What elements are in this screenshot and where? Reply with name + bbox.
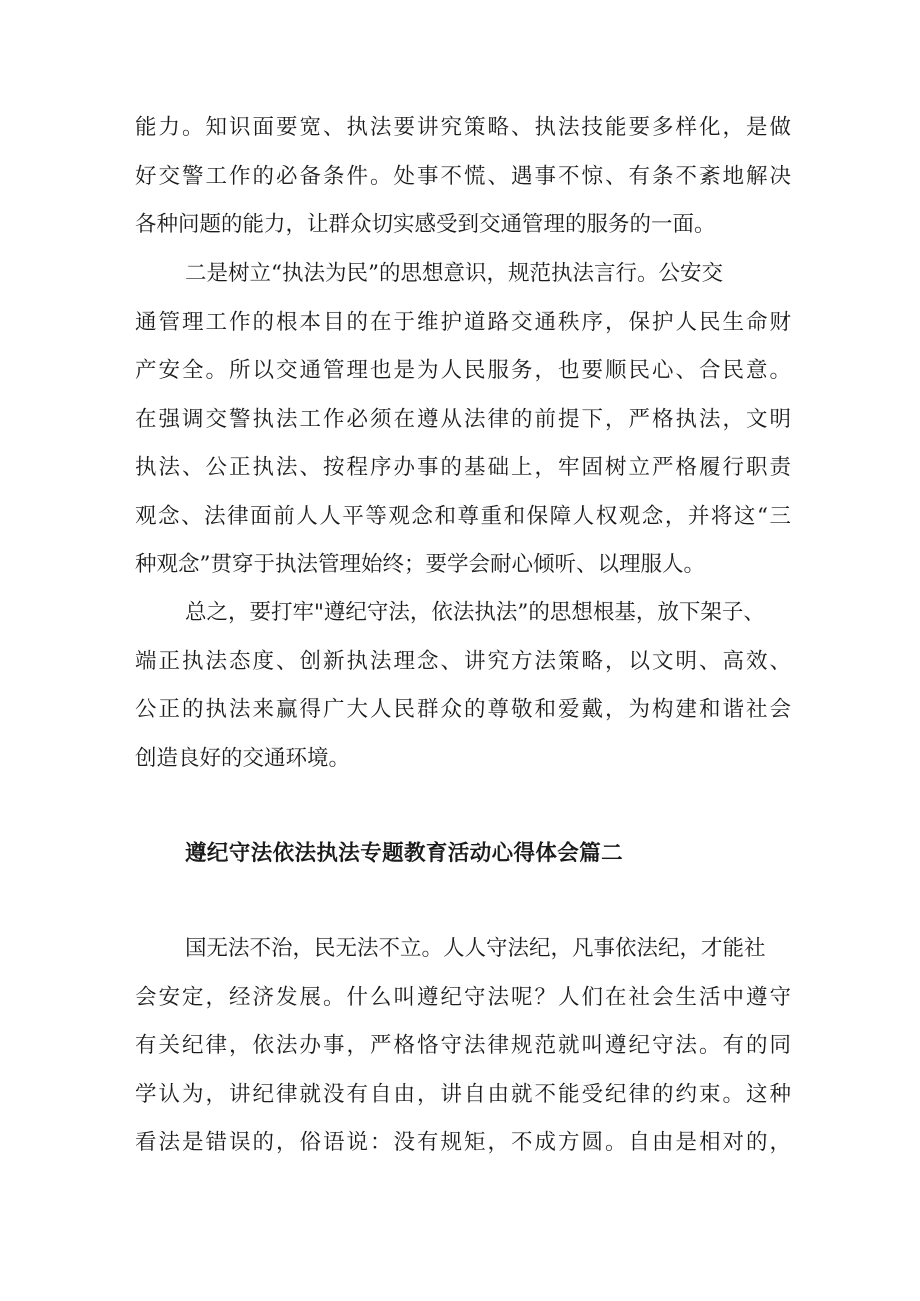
paragraph-rule-of-law bbox=[135, 925, 791, 1168]
text-line: 观念、法律面前人人平等观念和尊重和保障人权观念，并将这“三 bbox=[135, 503, 791, 529]
paragraph-summary bbox=[135, 589, 791, 783]
text-line: 公正的执法来赢得广大人民群众的尊敬和爱戴，为构建和谐社会 bbox=[135, 697, 791, 722]
text-line: 创造良好的交通环境。 bbox=[135, 745, 351, 771]
text-line: 学认为，讲纪律就没有自由，讲自由就不能受纪律的约束。这种 bbox=[135, 1081, 791, 1107]
text-line: 在强调交警执法工作必须在遵从法律的前提下，严格执法，文明 bbox=[135, 406, 791, 432]
text-line: 二是树立“执法为民”的思想意识，规范执法言行。公安交 bbox=[185, 261, 723, 286]
text-line: 有关纪律，依法办事，严格恪守法律规范就叫遵纪守法。有的同 bbox=[135, 1033, 791, 1058]
text-line: 通管理工作的根本目的在于维护道路交通秩序，保护人民生命财 bbox=[135, 309, 791, 335]
text-line: 会安定，经济发展。什么叫遵纪守法呢？人们在社会生活中遵守 bbox=[135, 984, 791, 1010]
section-heading: 遵纪守法依法执法专题教育活动心得体会篇二 bbox=[185, 841, 624, 866]
text-line: 产安全。所以交通管理也是为人民服务，也要顺民心、合民意。 bbox=[135, 358, 791, 383]
text-line: 各种问题的能力，让群众切实感受到交通管理的服务的一面。 bbox=[135, 212, 716, 237]
text-line: 种观念”贯穿于执法管理始终；要学会耐心倾听、以理服人。 bbox=[135, 552, 705, 577]
text-line: 执法、公正执法、按程序办事的基础上，牢固树立严格履行职责 bbox=[135, 455, 791, 480]
text-line: 端正执法态度、创新执法理念、讲究方法策略，以文明、高效、 bbox=[135, 648, 791, 674]
text-line: 总之，要打牢"遵纪守法，依法执法”的思想根基，放下架子、 bbox=[185, 600, 765, 625]
text-line: 能力。知识面要宽、执法要讲究策略、执法技能要多样化，是做 bbox=[135, 115, 791, 140]
text-line: 好交警工作的必备条件。处事不慌、遇事不惊、有条不紊地解决 bbox=[135, 163, 791, 189]
paragraph-law-enforcement-for-people bbox=[135, 250, 791, 590]
paragraph-continuation bbox=[135, 104, 791, 250]
text-line: 看法是错误的，俗语说：没有规矩，不成方圆。自由是相对的， bbox=[135, 1130, 791, 1155]
text-line: 国无法不治，民无法不立。人人守法纪，凡事依法纪，才能社 bbox=[185, 936, 766, 961]
